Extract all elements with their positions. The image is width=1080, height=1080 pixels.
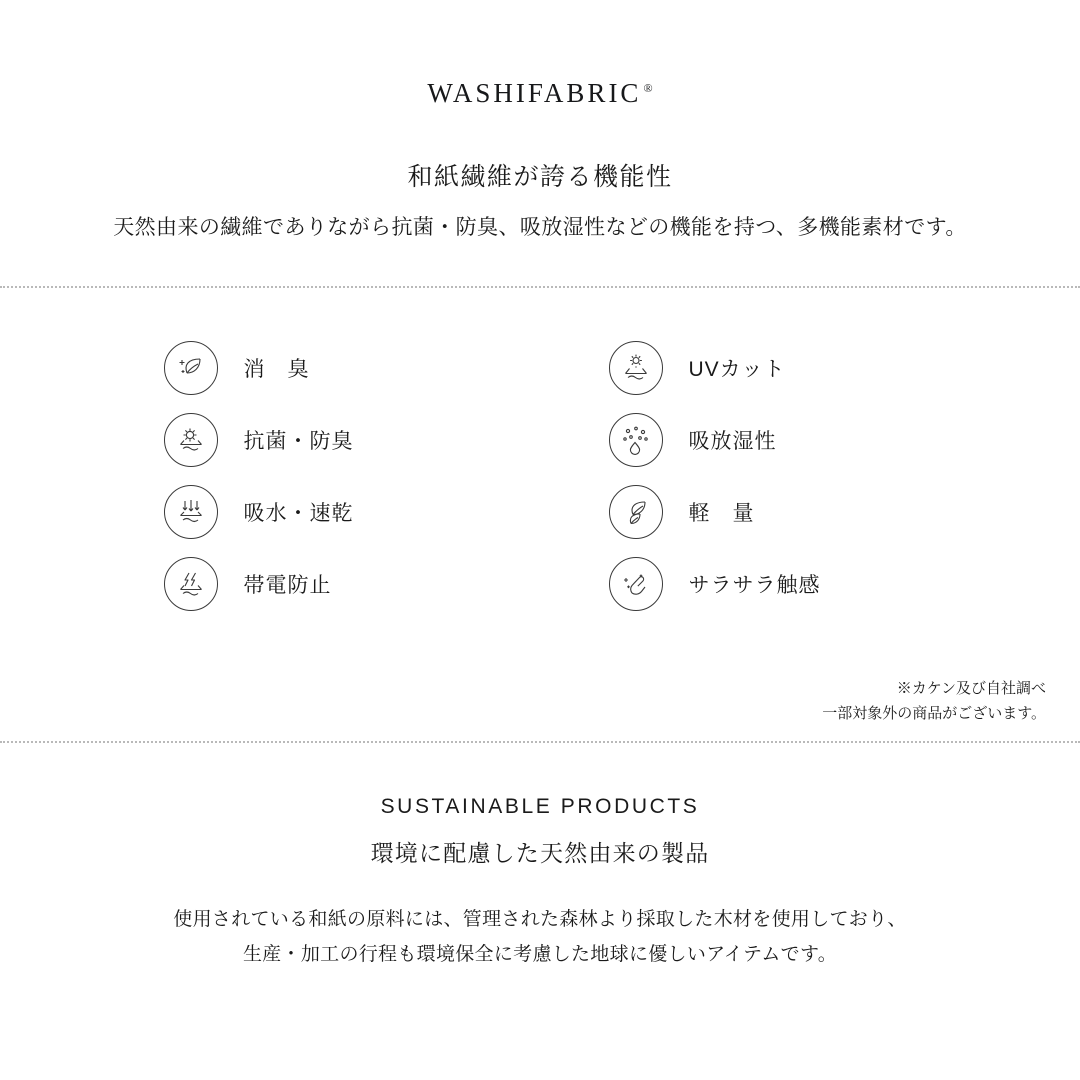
feature-item	[609, 343, 939, 393]
registered-trademark-icon: ®	[643, 81, 653, 95]
feature-item	[164, 559, 484, 609]
smooth-touch-icon	[609, 557, 663, 611]
feature-item	[164, 487, 484, 537]
feature-label: 吸放湿性	[688, 430, 777, 453]
feature-column-left	[164, 343, 484, 609]
feature-item	[609, 559, 939, 609]
sustainable-title-en: SUSTAINABLE PRODUCTS	[380, 794, 700, 818]
quick-dry-icon	[164, 485, 218, 539]
feature-label: サラサラ触感	[688, 574, 821, 597]
uv-cut-icon	[609, 341, 663, 395]
intro-heading: 和紙繊維が誇る機能性	[407, 163, 673, 191]
feature-label: 帯電防止	[243, 574, 332, 597]
feature-label: UVカット	[688, 358, 786, 381]
sustainable-section	[0, 743, 1080, 972]
footnote-line: ※カケン及び自社調べ	[896, 680, 1046, 697]
sustainable-body-line: 生産・加工の行程も環境保全に考慮した地球に優しいアイテムです。	[242, 943, 838, 965]
intro-description: 天然由来の繊維でありながら抗菌・防臭、吸放湿性などの機能を持つ、多機能素材です。	[113, 216, 967, 239]
feature-label: 吸水・速乾	[243, 502, 354, 525]
feature-label: 抗菌・防臭	[243, 430, 354, 453]
footnotes	[0, 677, 1080, 727]
lightweight-icon	[609, 485, 663, 539]
feature-item	[609, 487, 939, 537]
intro-section	[0, 157, 1080, 241]
brand-logo	[0, 0, 1080, 109]
feature-item	[164, 343, 484, 393]
footnote-line: 一部対象外の商品がございます。	[822, 704, 1046, 722]
feature-column-right	[609, 343, 939, 609]
features-section	[0, 288, 1080, 609]
feature-label: 軽 量	[688, 502, 755, 525]
antistatic-icon	[164, 557, 218, 611]
deodorize-leaf-icon	[164, 341, 218, 395]
feature-item	[609, 415, 939, 465]
moisture-absorb-icon	[609, 413, 663, 467]
antibacterial-icon	[164, 413, 218, 467]
feature-item	[164, 415, 484, 465]
sustainable-title-ja: 環境に配慮した天然由来の製品	[370, 839, 710, 866]
sustainable-body-line: 使用されている和紙の原料には、管理された森林より採取した木材を使用しており、	[173, 908, 907, 930]
sustainable-body	[0, 902, 1080, 972]
feature-label: 消 臭	[243, 358, 310, 381]
brand-name: WASHIFABRIC	[427, 78, 642, 108]
